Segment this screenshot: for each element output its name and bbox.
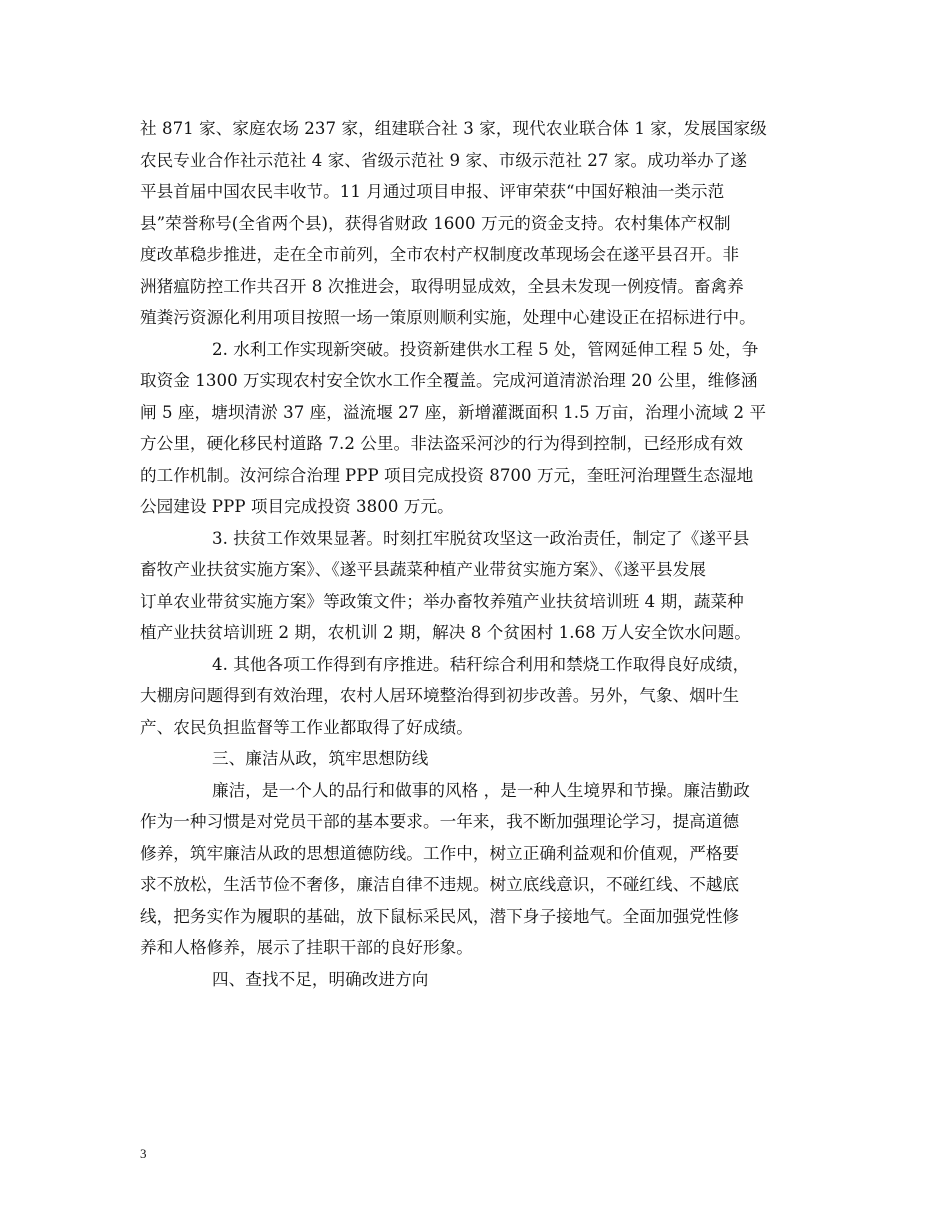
text-line: 殖粪污资源化利用项目按照一场一策原则顺利实施，处理中心建设正在招标进行中。 [140, 308, 756, 327]
paragraph-start-line: 廉洁，是一个人的品行和做事的风格 ，是一种人生境界和节操。廉洁勤政 [212, 780, 750, 800]
text-line: 公园建设 PPP 项目完成投资 3800 万元。 [140, 497, 454, 516]
text-line: 线，把务实作为履职的基础，放下鼠标采民风，潜下身子接地气。全面加强党性修 [140, 906, 740, 926]
text-line: 方公里，硬化移民村道路 7.2 公里。非法盗采河沙的行为得到控制，已经形成有效 [140, 434, 744, 453]
text-line: 修养，筑牢廉洁从政的思想道德防线。工作中，树立正确利益观和价值观，严格要 [140, 843, 740, 863]
text-line: 度改革稳步推进，走在全市前列，全市农村产权制度改革现场会在遂平县召开。非 [140, 245, 740, 264]
text-line: 求不放松，生活节俭不奢侈，廉洁自律不违规。树立底线意识，不碰红线、不越底 [140, 875, 740, 894]
text-line: 洲猪瘟防控工作共召开 8 次推进会，取得明显成效，全县未发现一例疫情。畜禽养 [140, 276, 744, 296]
text-line: 作为一种习惯是对党员干部的基本要求。一年来，我不断加强理论学习，提高道德 [140, 812, 740, 831]
text-line: 农民专业合作社示范社 4 家、省级示范社 9 家、市级示范社 27 家。成功举办了遂 [140, 150, 747, 170]
text-line: 订单农业带贫实施方案》等政策文件；举办畜牧养殖产业扶贫培训班 4 期，蔬菜种 [140, 591, 744, 611]
text-line: 县”荣誉称号(全省两个县)，获得省财政 1600 万元的资金支持。农村集体产权制 [140, 213, 731, 233]
page-number: 3 [140, 1146, 147, 1161]
paragraph-start-line: 四、查找不足，明确改进方向 [212, 969, 429, 989]
text-line: 的工作机制。汝河综合治理 PPP 项目完成投资 8700 万元，奎旺河治理暨生态湿地 [140, 465, 754, 485]
text-line: 养和人格修养，展示了挂职干部的良好形象。 [140, 938, 473, 957]
text-line: 植产业扶贫培训班 2 期，农机训 2 期，解决 8 个贫困村 1.68 万人安全饮水问题。 [140, 623, 751, 642]
paragraph-start-line: 4. 其他各项工作得到有序推进。秸秆综合利用和禁烧工作取得良好成绩， [212, 654, 750, 674]
paragraph-start-line: 2. 水利工作实现新突破。投资新建供水工程 5 处，管网延伸工程 5 处，争 [212, 339, 759, 359]
text-line: 畜牧产业扶贫实施方案》、《遂平县蔬菜种植产业带贫实施方案》、《遂平县发展 [140, 560, 706, 579]
text-line: 平县首届中国农民丰收节。11 月通过项目申报、评审荣获“中国好粮油一类示范 [140, 182, 725, 201]
text-line: 闸 5 座，塘坝清淤 37 座，溢流堰 27 座，新增灌溉面积 1.5 万亩，治理小流域 2 平 [140, 402, 767, 422]
text-line: 取资金 1300 万实现农村安全饮水工作全覆盖。完成河道清淤治理 20 公里，维修涵 [140, 371, 758, 390]
document-body [140, 113, 820, 995]
paragraph-start-line: 3. 扶贫工作效果显著。时刻扛牢脱贫攻坚这一政治责任，制定了《遂平县 [212, 528, 750, 548]
text-line: 社 871 家、家庭农场 237 家，组建联合社 3 家，现代农业联合体 1 家，发展国家级 [140, 119, 767, 138]
text-line: 产、农民负担监督等工作业都取得了好成绩。 [140, 717, 473, 737]
text-line: 大棚房问题得到有效治理，农村人居环境整治得到初步改善。另外，气象、烟叶生 [140, 686, 740, 705]
paragraph-start-line: 三、廉洁从政，筑牢思想防线 [212, 749, 429, 768]
